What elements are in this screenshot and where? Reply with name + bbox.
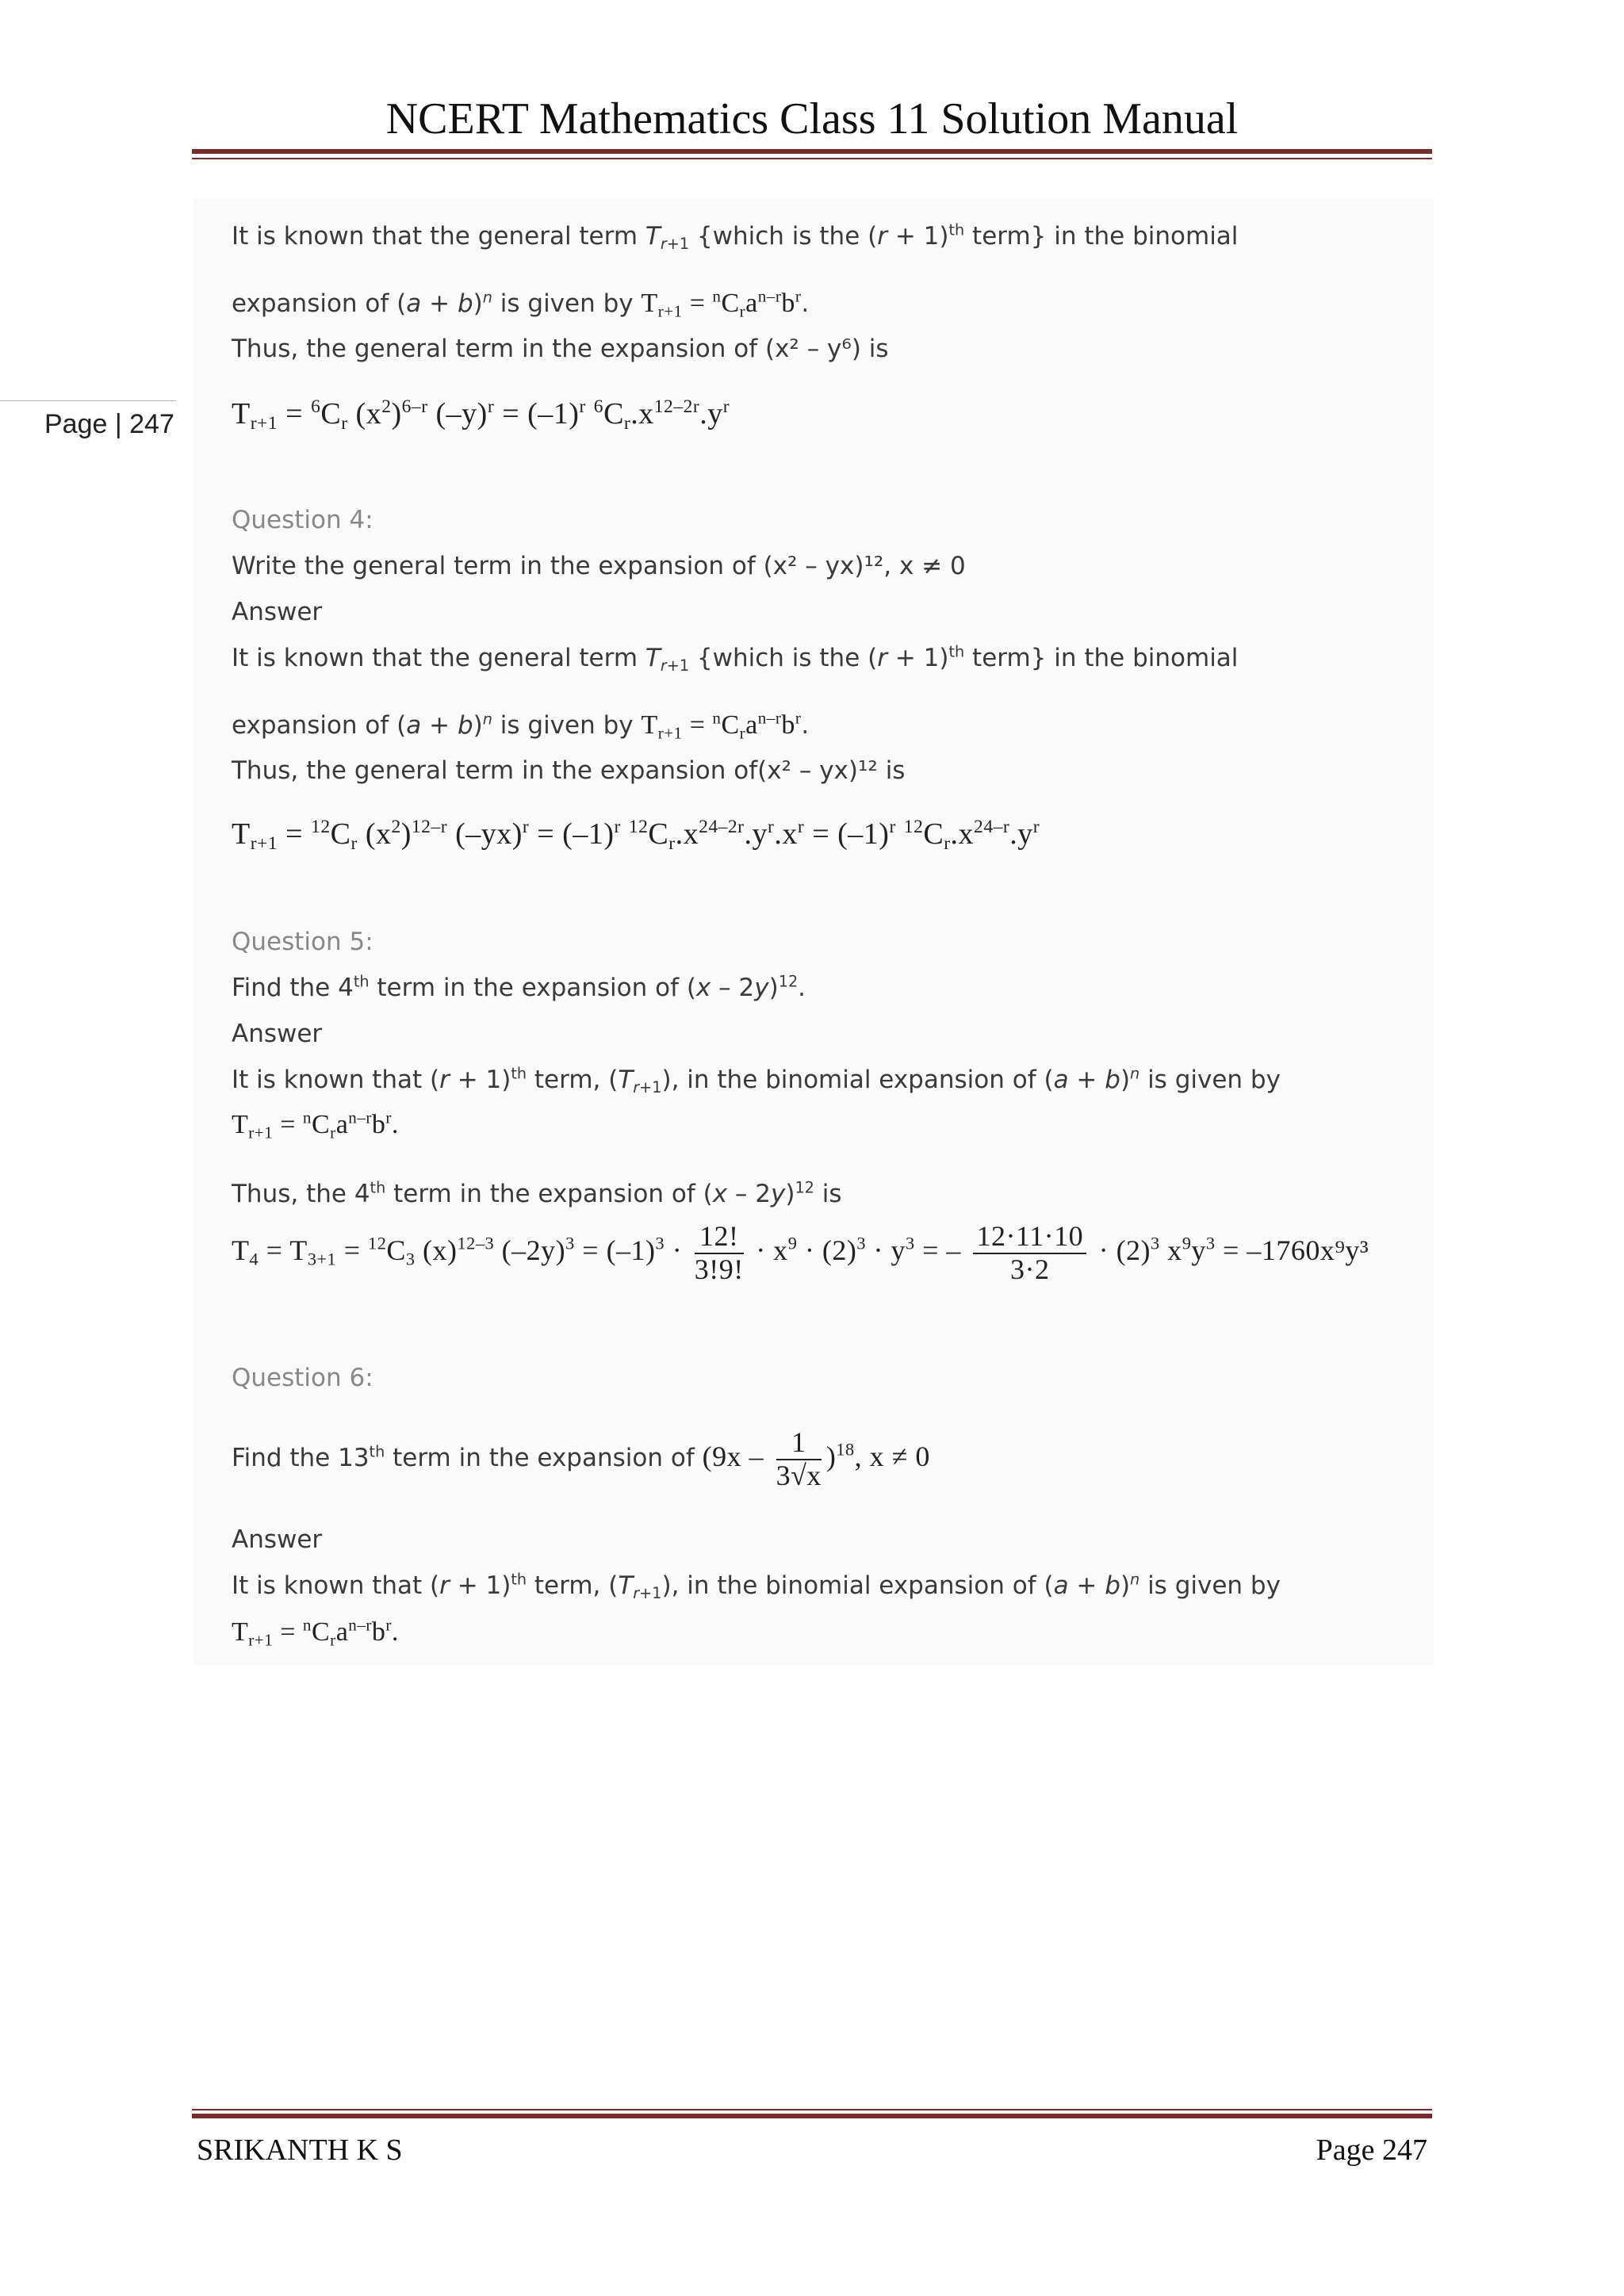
footer-rule-thin [192,2109,1432,2110]
q6-fraction: $\frac{1}{3√x}$ [776,1426,822,1491]
q5-answer-label: Answer [232,1020,323,1048]
q4-heading: Question 4: [232,506,373,534]
q6-question: Find the 13th term in the expansion of (9x – $\frac{1}{3√x}$ )$^{18}$, x ≠ 0 [232,1426,930,1491]
footer-author: SRIKANTH K S [197,2133,403,2167]
footer-rule-thick [192,2114,1432,2118]
q6-heading: Question 6: [232,1364,373,1392]
q5-line-3: Thus, the 4th term in the expansion of (x – 2y)$^{12}$ is [232,1178,842,1208]
q4-formula: $T_{r+1} = ^{12}C_r$ $(x^2)^{12-r}$ $(-yx)^r = (-1)^r$ $^{12}C_r.x^{24-2r}.y^r.x^r = (-1)^r$ $^{12}C_r.x^{24-r}.y^r$ [232,816,1040,855]
q5-question: Find the 4th term in the expansion of (x – 2y)$^{12}$. [232,972,806,1002]
scanned-content [193,198,1434,1665]
footer-page-number: Page 247 [1316,2133,1427,2167]
q5-formula: $T_4 = T_{3+1} = ^{12}C_3$ $(x)^{12-3}$ $(-2y)^3 = (-1)^3$ · $\frac{12!}{3!9!}$ · $x^9 \cdot (2)^3 \cdot y^3$ = – $\frac{12\cdot 11\cdot 10}{3\cdot 2}$ · $(2)^3$ $x^9y^3 = -1760x^9y^3$ [232,1220,1369,1285]
q3-line-1: It is known that the general term $T_{r+1}$ {which is the $(r + 1)^{th}$ term} in the binomial [232,220,1239,253]
header-rule-thin [192,158,1432,159]
header-rule-thick [192,149,1432,154]
q4-answer-label: Answer [232,598,323,626]
q4-question: Write the general term in the expansion of (x² – yx)¹², x ≠ 0 [232,552,966,580]
q5-general-formula: $T_{r+1} = ^nC_ra^{n-r}b^r$. [232,1108,399,1142]
q6-general-formula: $T_{r+1} = ^nC_ra^{n-r}b^r$. [232,1615,399,1650]
page-header-title: NCERT Mathematics Class 11 Solution Manual [385,94,1239,144]
q3-line-3: Thus, the general term in the expansion of (x² – y⁶) is [232,335,889,363]
q4-line-1: It is known that the general term $T_{r+1}$ {which is the $(r + 1)^{th}$ term} in the binomial [232,642,1239,675]
q3-formula: $T_{r+1} = ^6C_r$ $(x^2)^{6-r}$ $(-y)^r = (-1)^r$ $^6C_r.x^{12-2r}.y^r$ [232,396,730,434]
q4-line-2: expansion of $(a + b)^n$ is given by $T_{r+1} = ^nC_ra^{n-r}b^r$. [232,708,810,743]
q5-fraction-2: $\frac{12\cdot 11\cdot 10}{3\cdot 2}$ [973,1221,1086,1285]
q4-line-3: Thus, the general term in the expansion of(x² – yx)¹² is [232,756,906,785]
q5-fraction-1: $\frac{12!}{3!9!}$ [694,1220,744,1285]
q6-answer-label: Answer [232,1525,323,1554]
q5-heading: Question 5: [232,928,373,956]
margin-page-label: Page | 247 [0,400,176,406]
q3-line-2: expansion of $(a + b)^n$ is given by $T_{r+1} = ^nC_ra^{n-r}b^r$. [232,286,810,321]
q5-line-1: It is known that $(r + 1)^{th}$ term, $(T_{r+1})$, in the binomial expansion of $(a + b)^n$ is given by [232,1064,1281,1096]
q6-line-1: It is known that $(r + 1)^{th}$ term, $(T_{r+1})$, in the binomial expansion of $(a + b)^n$ is given by [232,1570,1281,1602]
